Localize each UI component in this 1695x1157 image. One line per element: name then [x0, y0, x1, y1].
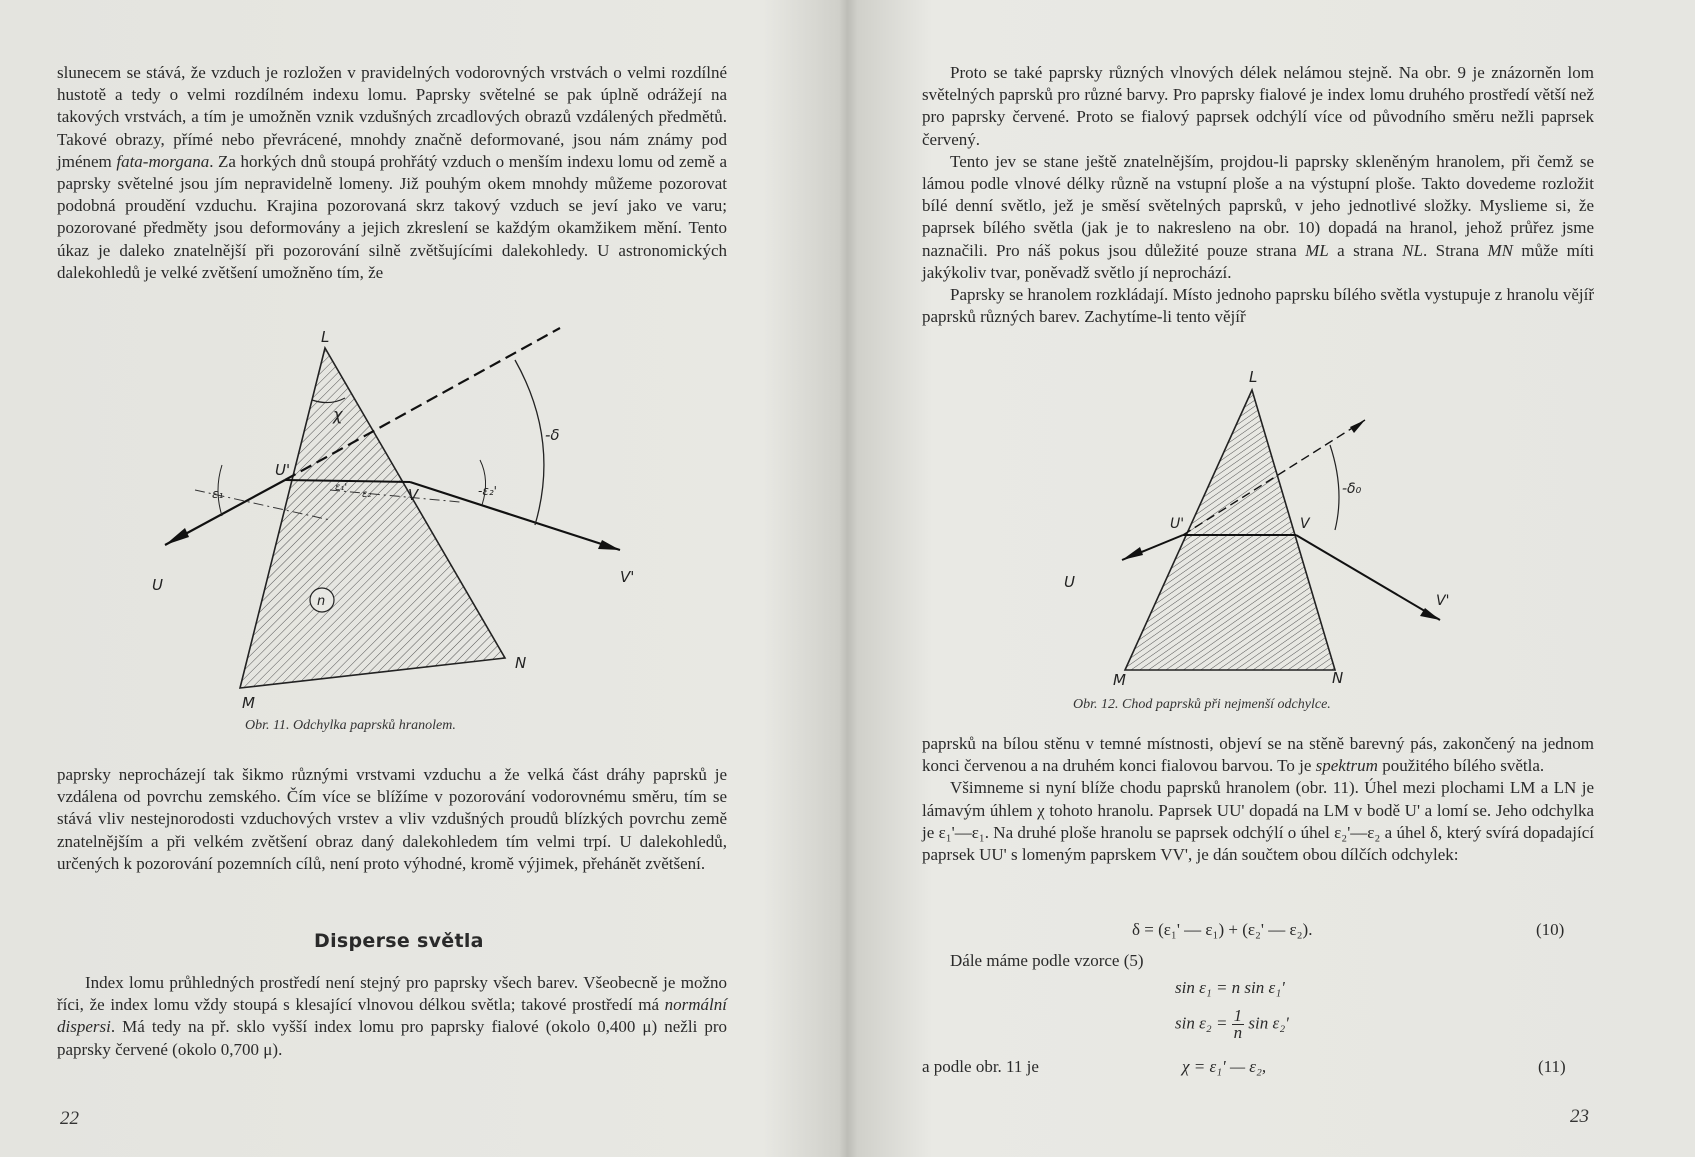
left-top-paragraph: [57, 62, 727, 284]
left-mid-text: paprsky neprocházejí tak šikmo různými vrstvami vzduchu a že velká část dráhy paprsků je vzdálena od povrchu zemského. Čím více se blížíme v pozorování vodorovnému směru, tím se stává vliv nestejnorodosti vzduchových vrstev a vliv vzdušných proudů blízkých povrchu země znatelnějším a při velkém zvětšení obraz daný dalekohledem tím velmi trpí. U dalekohledů, určených k pozorování pozemních cílů, není proto výhodné, kromě výjimek, přehánět zvětšení.: [57, 765, 727, 873]
deviation-arc-2: [1330, 445, 1339, 530]
label-e1: ε₁: [212, 487, 224, 501]
exit-ray-2: [1296, 535, 1440, 620]
right-para-2a: Tento jev se stane ještě znatelnějším, projdou-li paprsky skleněným hranolem, při čemž se lámou podle vlnové délky různě na vstupní ploše a na výstupní ploše. Takto dovedeme rozložit bílé denní světlo, jež je směsí světelných paprsků, v jeho jednotlivé složky. Myslieme si, že paprsek bílého světla (jak je to nakresleno na obr. 10) dopadá na hranol, jehož průřez jsme naznačili. Pro náš pokus jsou důležité pouze strana: [922, 151, 1594, 260]
right-page-number: 23: [1570, 1106, 1589, 1127]
right-para-4b: použitého bílého světla.: [1377, 756, 1545, 776]
label-chi: χ: [333, 405, 343, 424]
label-e2: ε₂: [362, 489, 372, 500]
minimum-deviation-figure: [860, 365, 1695, 695]
label-V-prime: V': [620, 568, 635, 586]
label-U: U: [152, 576, 163, 594]
incident-ray-arrow: [165, 528, 189, 545]
label-U-2: U: [1064, 573, 1075, 591]
exit-ray: [410, 482, 620, 550]
fraction: [1232, 1008, 1245, 1041]
label-V-2: V: [1300, 516, 1310, 532]
right-para-and: a strana: [1328, 240, 1403, 260]
normal-dispersion-term: normální dispersi: [57, 995, 727, 1037]
left-page: [0, 0, 835, 1157]
incident-arrow-2: [1122, 547, 1143, 560]
right-para-5: Všimneme si nyní blíže chodu paprsků hranolem (obr. 11). Úhel mezi plochami LM a LN je lámavým úhlem χ tohoto hranolu. Paprsek UU' dopadá na LM v bodě U' a lomí se. Jeho odchylka je ε₁'—ε₁. Na druhé ploše hranolu se paprsek odchýlí o úhel ε₂'—ε₂ a úhel δ, který svírá dopadající paprsek UU' s lomeným paprskem VV', je dán součtem obou dílčích odchylek:: [922, 778, 1594, 865]
left-top-text-2: . Za horkých dnů stoupá prohřátý vzduch o menším indexu lomu od země a paprsky světelné jsou jím nepravidelně lomeny. Již pouhým okem mnohdy můžeme pozorovat podobná proudění vzduchu. Krajina pozorovaná skrz takový vzduch se jeví jako ve varu; pozorované předměty jsou deformovány a jejich zkreslení se každým okamžikem mění. Tento úkaz je daleko znatelnější při pozorování silně zvětšujícími dalekohledy. U astronomických dalekohledů je velké zvětšení umožněno tím, že: [57, 151, 728, 282]
equation-sin2: [1175, 1008, 1289, 1041]
left-top-text: slunecem se stává, že vzduch je rozložen v pravidelných vodorovných vrstvách o velmi rozdílné hustotě a tedy o velmi rozdílném indexu lomu. Paprsky světelné se pak úplně odrážejí na takových vrstvách, a tím je umožněn vznik vzdušných zrcadlových obrazů vzdálených předmětů. Takové obrazy, přímé nebo převrácené, mnohdy značně deformované, jsou nám známy pod jménem: [57, 63, 727, 171]
equation-10-number: (10): [1536, 920, 1565, 939]
label-L-2: L: [1249, 368, 1258, 386]
label-e2p: -ε₂': [478, 484, 497, 498]
label-V-prime-2: V': [1436, 593, 1450, 609]
spektrum-term: spektrum: [1315, 756, 1378, 776]
label-M-2: M: [1113, 671, 1126, 689]
exit-ray-arrow: [598, 540, 620, 550]
figure-11-caption: Obr. 11. Odchylka paprsků hranolem.: [245, 718, 456, 733]
e2p-arc: [480, 460, 486, 505]
left-bottom-paragraph: [57, 972, 727, 1061]
label-L: L: [321, 328, 330, 346]
term-ML: ML: [1305, 240, 1329, 260]
n-label: n: [317, 594, 326, 609]
left-mid-paragraph: [57, 764, 727, 875]
dale-line: [950, 950, 1350, 972]
equation-sin1: sin ε₁ = n sin ε₁': [1175, 978, 1285, 997]
label-delta: -δ: [545, 426, 560, 444]
term-MN: MN: [1487, 240, 1513, 260]
label-U-prime-2: U': [1170, 516, 1185, 532]
right-para-3: Paprsky se hranolem rozkládají. Místo jednoho paprsku bílého světla vystupuje z hranolu vějíř paprsků různých barev. Zachytíme-li tento vějíř: [922, 285, 1594, 327]
dale-text: Dále máme podle vzorce (5): [950, 951, 1144, 970]
dashed-arrow-2: [1350, 420, 1365, 433]
right-para-4: [922, 733, 1594, 777]
right-top-paragraphs: [922, 62, 1594, 328]
deviation-arc: [515, 360, 544, 525]
right-mid-paragraphs: [922, 733, 1594, 866]
right-para-2c: může míti jakýkoliv tvar, poněvadž světlo jí neprochází.: [922, 240, 1595, 282]
label-e1p: ε₁': [335, 482, 348, 493]
right-page: [860, 0, 1695, 1157]
right-para-2: [922, 151, 1594, 284]
sin2-rhs: sin ε₂': [1248, 1013, 1289, 1033]
left-bottom-text-2: . Má tedy na př. sklo vyšší index lomu pro paprsky fialové (okolo 0,400 μ) nežli pro paprsky červené (okolo 0,700 μ).: [57, 1017, 727, 1059]
label-delta0: -δ₀: [1342, 481, 1362, 497]
podle-text: a podle obr. 11 je: [922, 1057, 1039, 1076]
left-page-number: 22: [60, 1108, 79, 1129]
fraction-denominator: n: [1233, 1023, 1243, 1042]
left-bottom-text-1: Index lomu průhledných prostředí není stejný pro paprsky všech barev. Všeobecně je možno říci, že index lomu vždy stoupá s klesající vlnovou délkou světla; takové prostředí má: [57, 973, 727, 1015]
fata-morgana-term: fata-morgana: [116, 151, 210, 171]
equation-11-number: (11): [1538, 1057, 1566, 1076]
term-NL: NL: [1402, 240, 1423, 260]
label-U-prime: U': [275, 461, 291, 479]
right-para-2b: . Strana: [1422, 240, 1488, 260]
figure-12-caption: Obr. 12. Chod paprsků při nejmenší odchylce.: [1073, 697, 1331, 712]
label-N: N: [515, 654, 527, 672]
fraction-numerator: 1: [1233, 1006, 1243, 1025]
prism-deviation-figure: [0, 320, 835, 740]
label-M: M: [242, 694, 255, 712]
label-V: V: [408, 486, 419, 504]
sin2-lhs: sin ε₂ =: [1175, 1013, 1228, 1033]
label-N-2: N: [1332, 669, 1344, 687]
equation-10: δ = (ε₁' — ε₁) + (ε₂' — ε₂).: [1132, 920, 1313, 939]
right-para-1: Proto se také paprsky různých vlnových délek nelámou stejně. Na obr. 9 je znázorněn lom světelných paprsků pro různé barvy. Pro paprsky fialové je index lomu druhého prostředí větší než pro paprsky červené. Proto se fialový paprsek odchýlí více od původního směru nežli paprsek červený.: [922, 63, 1594, 149]
right-para-4a: paprsků na bílou stěnu v temné místnosti, objeví se na stěně barevný pás, zakončený na jednom konci červenou a na druhém konci fialovou barvou. To je: [922, 734, 1594, 776]
section-heading: Disperse světla: [314, 930, 484, 952]
equation-11: χ = ε₁' — ε₂,: [1182, 1057, 1267, 1076]
prism-triangle: [240, 348, 505, 688]
